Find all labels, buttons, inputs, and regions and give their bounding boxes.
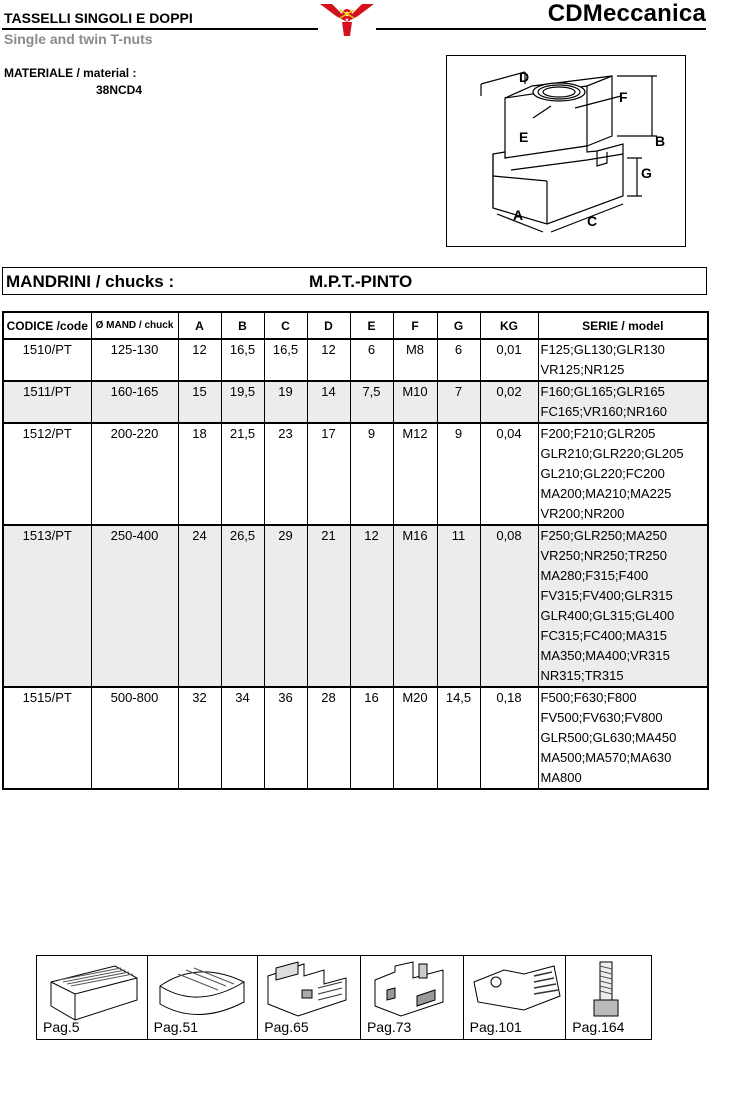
column-header-kg: KG xyxy=(480,312,538,339)
cell-b: 26,5 xyxy=(221,525,264,687)
cell-code: 1510/PT xyxy=(3,339,91,381)
cell-d: 14 xyxy=(307,381,350,423)
page-ref-164[interactable] xyxy=(566,956,651,1039)
serie-line: F250;GLR250;MA250 xyxy=(540,528,667,543)
serie-line: VR200;NR200 xyxy=(540,506,625,521)
page-ref-51[interactable] xyxy=(148,956,259,1039)
serie-line: F500;F630;F800 xyxy=(540,690,637,705)
serie-line: F160;GL165;GLR165 xyxy=(540,384,665,399)
cell-a: 15 xyxy=(178,381,221,423)
cell-kg: 0,01 xyxy=(480,339,538,381)
cell-serie xyxy=(538,423,708,525)
serie-line: MA200;MA210;MA225 xyxy=(540,486,672,501)
dim-label-g: G xyxy=(641,165,652,181)
header-rule xyxy=(376,28,706,30)
cell-kg: 0,08 xyxy=(480,525,538,687)
page-ref-label: Pag.164 xyxy=(572,1019,625,1035)
cell-chuck: 250-400 xyxy=(91,525,178,687)
brand-name: CDMeccanica xyxy=(547,0,706,27)
cell-a: 18 xyxy=(178,423,221,525)
column-header-f: F xyxy=(393,312,437,339)
cell-kg: 0,04 xyxy=(480,423,538,525)
column-header-code: CODICE /code xyxy=(3,312,91,339)
cell-e: 7,5 xyxy=(350,381,393,423)
cell-e: 16 xyxy=(350,687,393,789)
cell-e: 6 xyxy=(350,339,393,381)
cell-f: M10 xyxy=(393,381,437,423)
cell-f: M12 xyxy=(393,423,437,525)
cell-d: 17 xyxy=(307,423,350,525)
cell-kg: 0,02 xyxy=(480,381,538,423)
page-ref-label: Pag.73 xyxy=(366,1019,412,1035)
table-row xyxy=(3,381,708,423)
table-row xyxy=(3,339,708,381)
section-brand: M.P.T.-PINTO xyxy=(309,272,413,291)
jaw-with-bolt-icon xyxy=(361,956,464,1026)
cell-serie xyxy=(538,339,708,381)
page-ref-65[interactable] xyxy=(258,956,361,1039)
cell-chuck: 160-165 xyxy=(91,381,178,423)
dim-label-d: D xyxy=(519,69,530,85)
cell-chuck: 500-800 xyxy=(91,687,178,789)
serie-line: MA280;F315;F400 xyxy=(540,568,649,583)
cell-g: 11 xyxy=(437,525,480,687)
page-ref-label: Pag.101 xyxy=(469,1019,522,1035)
cell-chuck: 125-130 xyxy=(91,339,178,381)
cell-f: M20 xyxy=(393,687,437,789)
page-ref-73[interactable] xyxy=(361,956,464,1039)
cell-g: 7 xyxy=(437,381,480,423)
section-title: MANDRINI / chucks : xyxy=(6,272,175,291)
dim-label-b: B xyxy=(655,133,666,149)
serie-line: NR315;TR315 xyxy=(540,668,624,683)
page-ref-label: Pag.65 xyxy=(264,1019,309,1035)
column-header-b: B xyxy=(221,312,264,339)
cell-g: 14,5 xyxy=(437,687,480,789)
dim-label-c: C xyxy=(587,213,598,229)
serie-line: MA500;MA570;MA630 xyxy=(540,750,672,765)
column-header-c: C xyxy=(264,312,307,339)
cell-f: M8 xyxy=(393,339,437,381)
page-reference-strip xyxy=(36,955,652,1040)
stepped-jaw-icon xyxy=(258,956,361,1026)
cell-b: 21,5 xyxy=(221,423,264,525)
cell-code: 1512/PT xyxy=(3,423,91,525)
cell-e: 9 xyxy=(350,423,393,525)
cell-b: 19,5 xyxy=(221,381,264,423)
chucks-section-bar xyxy=(2,267,707,295)
cell-g: 9 xyxy=(437,423,480,525)
table-row xyxy=(3,423,708,525)
serie-line: MA800 xyxy=(540,770,582,785)
round-soft-jaw-icon xyxy=(148,956,259,1026)
document-title: TASSELLI SINGOLI E DOPPI xyxy=(4,10,193,26)
cell-c: 16,5 xyxy=(264,339,307,381)
cell-d: 28 xyxy=(307,687,350,789)
serie-line: GL210;GL220;FC200 xyxy=(540,466,665,481)
column-header-chuck: Ø MAND / chuck xyxy=(91,312,178,339)
cell-code: 1511/PT xyxy=(3,381,91,423)
t-nut-diagram xyxy=(447,56,687,248)
column-header-d: D xyxy=(307,312,350,339)
dim-label-e: E xyxy=(519,129,529,145)
cell-code: 1513/PT xyxy=(3,525,91,687)
cell-a: 12 xyxy=(178,339,221,381)
serie-line: GLR210;GLR220;GL205 xyxy=(540,446,684,461)
reversible-hard-jaw-icon xyxy=(464,956,567,1026)
serie-line: FC315;FC400;MA315 xyxy=(540,628,667,643)
cell-serie xyxy=(538,687,708,789)
cell-a: 24 xyxy=(178,525,221,687)
serie-line: MA350;MA400;VR315 xyxy=(540,648,670,663)
cell-f: M16 xyxy=(393,525,437,687)
dim-label-a: A xyxy=(513,207,524,223)
cell-c: 29 xyxy=(264,525,307,687)
serie-line: F200;F210;GLR205 xyxy=(540,426,656,441)
column-header-a: A xyxy=(178,312,221,339)
t-nut-spec-table xyxy=(2,311,709,790)
cell-g: 6 xyxy=(437,339,480,381)
cell-c: 19 xyxy=(264,381,307,423)
cell-chuck: 200-220 xyxy=(91,423,178,525)
page-ref-101[interactable] xyxy=(464,956,567,1039)
header-rule xyxy=(2,28,318,30)
serie-line: FV500;FV630;FV800 xyxy=(540,710,663,725)
serie-line: VR125;NR125 xyxy=(540,362,625,377)
document-subtitle: Single and twin T-nuts xyxy=(4,31,153,47)
cell-c: 23 xyxy=(264,423,307,525)
serie-line: F125;GL130;GLR130 xyxy=(540,342,665,357)
page-ref-5[interactable] xyxy=(37,956,148,1039)
cell-d: 12 xyxy=(307,339,350,381)
cell-serie xyxy=(538,525,708,687)
t-nut-drawing xyxy=(446,55,686,247)
cell-serie xyxy=(538,381,708,423)
serie-line: FC165;VR160;NR160 xyxy=(540,404,667,419)
page-ref-label: Pag.51 xyxy=(153,1019,199,1035)
cell-e: 12 xyxy=(350,525,393,687)
serie-line: FV315;FV400;GLR315 xyxy=(540,588,673,603)
dim-label-f: F xyxy=(619,89,628,105)
screw-icon xyxy=(566,956,651,1026)
cell-b: 16,5 xyxy=(221,339,264,381)
soft-jaw-block-icon xyxy=(37,956,148,1026)
column-header-serie: SERIE / model xyxy=(538,312,708,339)
cell-d: 21 xyxy=(307,525,350,687)
table-row xyxy=(3,687,708,789)
serie-line: GLR400;GL315;GL400 xyxy=(540,608,675,623)
material-value: 38NCD4 xyxy=(96,83,143,97)
table-row xyxy=(3,525,708,687)
cell-c: 36 xyxy=(264,687,307,789)
column-header-g: G xyxy=(437,312,480,339)
company-logo-icon xyxy=(316,0,378,40)
serie-line: VR250;NR250;TR250 xyxy=(540,548,667,563)
cell-code: 1515/PT xyxy=(3,687,91,789)
cell-a: 32 xyxy=(178,687,221,789)
column-header-e: E xyxy=(350,312,393,339)
table-header-row xyxy=(3,312,708,339)
page-ref-label: Pag.5 xyxy=(43,1019,80,1035)
material-label: MATERIALE / material : xyxy=(4,66,137,80)
cell-b: 34 xyxy=(221,687,264,789)
cell-kg: 0,18 xyxy=(480,687,538,789)
serie-line: GLR500;GL630;MA450 xyxy=(540,730,677,745)
